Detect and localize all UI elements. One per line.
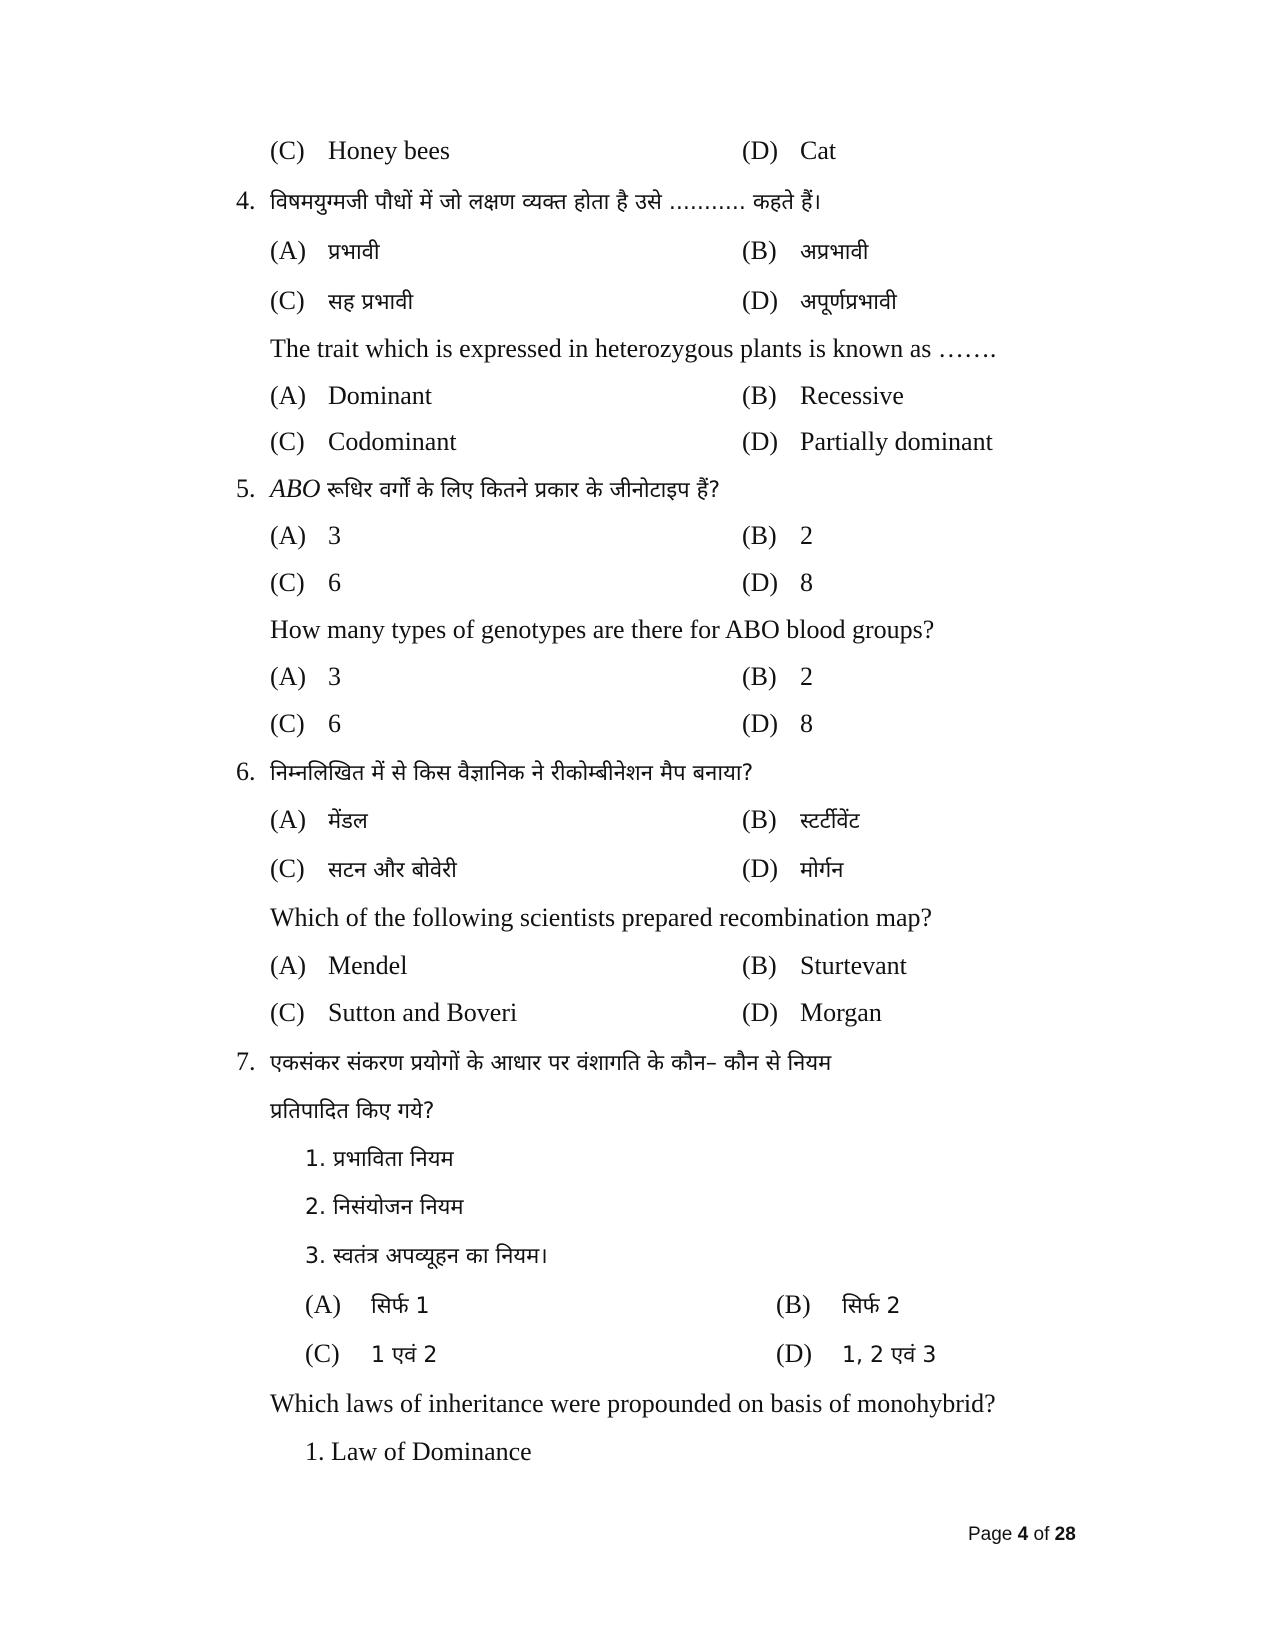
q5-en-option-b — [742, 662, 813, 692]
q6-hindi-question — [236, 757, 753, 789]
question-number: 5. — [236, 474, 256, 503]
q4-hi-option-b — [742, 236, 868, 268]
q4-hi-option-d — [742, 286, 897, 318]
q5-en-option-c — [270, 709, 341, 739]
option-text: सह प्रभावी — [328, 290, 414, 315]
q7-hi-option-c — [305, 1339, 437, 1371]
page-prefix: Page — [968, 1524, 1013, 1545]
option-label: (C) — [270, 998, 305, 1027]
abo-term: ABO — [270, 474, 321, 503]
option-text: Morgan — [800, 998, 882, 1027]
option-label: (D) — [742, 998, 779, 1027]
option-text: Cat — [800, 136, 837, 165]
q5-en-option-a — [270, 662, 341, 692]
q6-en-option-a — [270, 951, 407, 981]
option-text: सिर्फ 1 — [371, 1294, 430, 1319]
option-label: (D) — [742, 854, 779, 883]
question-text: विषमयुग्मजी पौधों में जो लक्षण व्यक्त होता है उसे ........... कहते हैं। — [270, 190, 821, 215]
q6-hi-option-b — [742, 805, 860, 837]
q7-hi-item-3: 3. स्वतंत्र अपव्यूहन का नियम। — [305, 1244, 548, 1269]
option-text: Partially dominant — [800, 427, 993, 456]
option-text: मेंडल — [328, 809, 368, 834]
q4-en-option-c — [270, 427, 457, 457]
page-of: of — [1033, 1524, 1050, 1545]
q4-english-question: The trait which is expressed in heterozygous plants is known as ……. — [270, 334, 997, 363]
question-text: एकसंकर संकरण प्रयोगों के आधार पर वंशागति के कौन– कौन से नियम — [270, 1051, 832, 1076]
q4-en-option-a — [270, 381, 432, 411]
option-label: (D) — [742, 568, 779, 597]
option-text: 8 — [800, 709, 813, 738]
option-text: मोर्गन — [800, 858, 844, 883]
option-label: (C) — [270, 568, 305, 597]
q3-option-d — [742, 136, 836, 166]
q6-hi-option-c — [270, 854, 457, 886]
q5-en-option-d — [742, 709, 813, 739]
option-label: (B) — [742, 951, 777, 980]
q4-en-option-d — [742, 427, 993, 457]
q7-english-question: Which laws of inheritance were propounded on basis of monohybrid? — [270, 1389, 996, 1418]
option-label: (B) — [742, 805, 777, 834]
q6-en-option-b — [742, 951, 907, 981]
option-label: (C) — [270, 136, 305, 165]
option-text: 8 — [800, 568, 813, 597]
q7-en-item-1: 1. Law of Dominance — [305, 1437, 532, 1466]
option-text: Mendel — [328, 951, 408, 980]
q5-hi-option-d — [742, 568, 813, 598]
option-text: सिर्फ 2 — [842, 1294, 901, 1319]
option-label: (D) — [742, 136, 779, 165]
q4-hi-option-c — [270, 286, 413, 318]
option-label: (C) — [270, 427, 305, 456]
q4-en-option-b — [742, 381, 904, 411]
option-label: (A) — [305, 1290, 342, 1319]
q7-hindi-question-line1 — [236, 1047, 831, 1079]
q4-hindi-question — [236, 186, 821, 218]
question-number: 7. — [236, 1047, 256, 1076]
q6-hi-option-a — [270, 805, 368, 837]
question-number: 4. — [236, 186, 256, 215]
option-text: 6 — [328, 568, 341, 597]
option-text: Recessive — [800, 381, 904, 410]
option-label: (B) — [742, 662, 777, 691]
option-label: (A) — [270, 805, 307, 834]
q4-hi-option-a — [270, 236, 380, 268]
question-text: रूधिर वर्गों के लिए कितने प्रकार के जीनोटाइप हैं? — [327, 478, 721, 503]
q5-english-question: How many types of genotypes are there for ABO blood groups? — [270, 615, 935, 644]
option-text: 3 — [328, 662, 341, 691]
option-label: (D) — [742, 427, 779, 456]
q6-hi-option-d — [742, 854, 843, 886]
option-label: (D) — [742, 286, 779, 315]
option-label: (D) — [776, 1339, 813, 1368]
question-text: निम्नलिखित में से किस वैज्ञानिक ने रीकोम्बीनेशन मैप बनाया? — [270, 761, 754, 786]
page-footer — [968, 1524, 1076, 1546]
option-label: (B) — [742, 381, 777, 410]
option-text: 2 — [800, 662, 813, 691]
option-text: Codominant — [328, 427, 457, 456]
q6-en-option-c — [270, 998, 517, 1028]
option-label: (D) — [742, 709, 779, 738]
option-label: (A) — [270, 951, 307, 980]
option-label: (C) — [270, 709, 305, 738]
option-label: (C) — [270, 286, 305, 315]
option-label: (A) — [270, 381, 307, 410]
option-text: 2 — [800, 521, 813, 550]
q7-hi-item-1: 1. प्रभाविता नियम — [305, 1147, 454, 1172]
option-text: 6 — [328, 709, 341, 738]
page-total: 28 — [1054, 1524, 1076, 1545]
q5-hi-option-b — [742, 521, 813, 551]
q6-english-question: Which of the following scientists prepared recombination map? — [270, 903, 933, 932]
q7-hindi-question-line2: प्रतिपादित किए गये? — [270, 1099, 435, 1124]
q3-option-c — [270, 136, 450, 166]
option-text: Sturtevant — [800, 951, 907, 980]
option-text: सटन और बोवेरी — [328, 858, 457, 883]
option-label: (B) — [776, 1290, 811, 1319]
option-label: (C) — [305, 1339, 340, 1368]
option-text: अपूर्णप्रभावी — [800, 290, 897, 315]
option-text: 1, 2 एवं 3 — [842, 1343, 937, 1368]
q7-hi-option-d — [776, 1339, 936, 1371]
option-text: Dominant — [328, 381, 432, 410]
option-label: (B) — [742, 521, 777, 550]
page-current: 4 — [1017, 1524, 1029, 1545]
option-text: अप्रभावी — [800, 240, 869, 265]
option-text: 1 एवं 2 — [371, 1343, 438, 1368]
q7-hi-option-b — [776, 1290, 901, 1322]
q5-hi-option-c — [270, 568, 341, 598]
option-label: (C) — [270, 854, 305, 883]
option-label: (A) — [270, 662, 307, 691]
option-text: प्रभावी — [328, 240, 380, 265]
option-label: (B) — [742, 236, 777, 265]
option-text: Honey bees — [328, 136, 451, 165]
q7-hi-item-2: 2. निसंयोजन नियम — [305, 1195, 464, 1220]
q7-hi-option-a — [305, 1290, 430, 1322]
option-text: स्टर्टीवेंट — [800, 809, 860, 834]
question-number: 6. — [236, 757, 256, 786]
option-label: (A) — [270, 521, 307, 550]
option-text: 3 — [328, 521, 341, 550]
q6-en-option-d — [742, 998, 882, 1028]
option-text: Sutton and Boveri — [328, 998, 518, 1027]
q5-hindi-question — [236, 474, 720, 506]
q5-hi-option-a — [270, 521, 341, 551]
option-label: (A) — [270, 236, 307, 265]
